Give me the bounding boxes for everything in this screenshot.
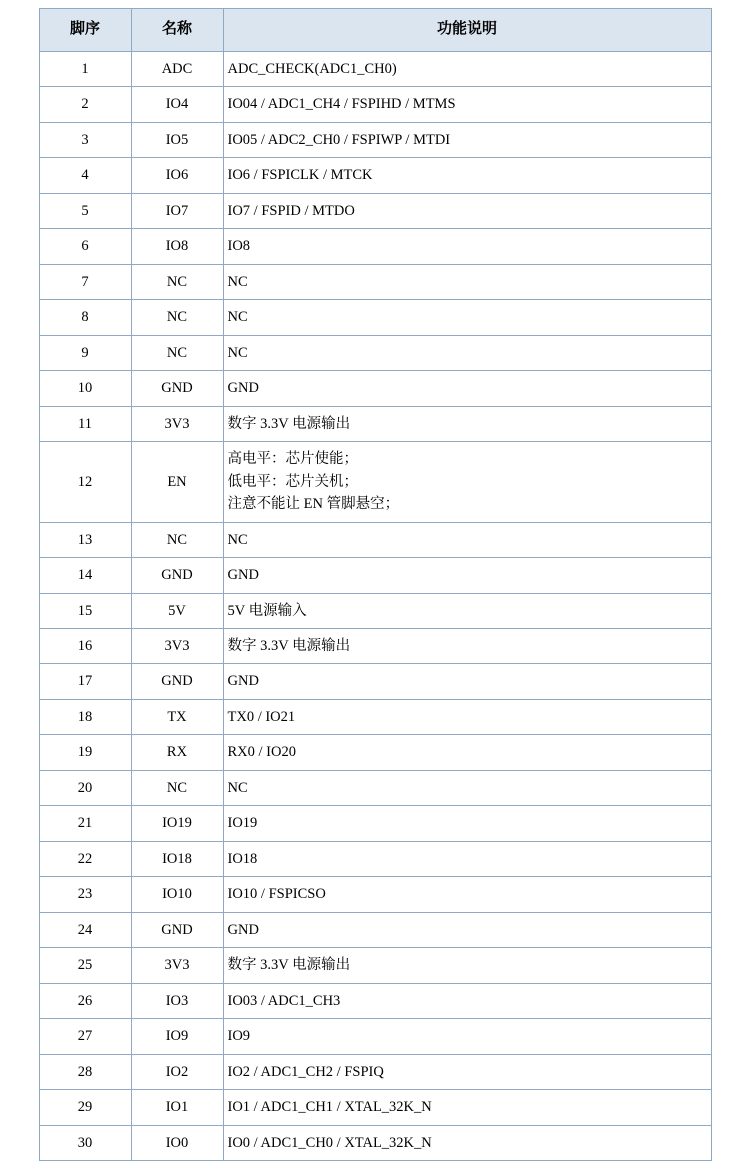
description-line: 高电平：芯片使能； — [227, 451, 358, 468]
cell-pin-name: GND — [131, 558, 223, 593]
description-line: NC — [227, 273, 248, 290]
cell-function-description — [223, 770, 711, 805]
cell-pin-order: 9 — [39, 335, 131, 370]
description-line: 5V 电源输入 — [227, 602, 307, 619]
column-header-name: 名称 — [131, 9, 223, 52]
description-line: NC — [227, 344, 248, 361]
cell-function-description — [223, 229, 711, 264]
cell-pin-order: 26 — [39, 983, 131, 1018]
description-line: IO9 — [227, 1028, 251, 1045]
description-line: IO1 / ADC1_CH1 / XTAL_32K_N — [227, 1099, 432, 1116]
cell-function-description — [223, 158, 711, 193]
cell-pin-name: NC — [131, 300, 223, 335]
description-line: IO10 / FSPICSO — [227, 886, 326, 903]
cell-pin-name: IO0 — [131, 1125, 223, 1160]
table-row — [39, 1054, 711, 1089]
table-header-row — [39, 9, 711, 52]
cell-function-description — [223, 264, 711, 299]
cell-pin-order: 6 — [39, 229, 131, 264]
cell-function-description — [223, 735, 711, 770]
cell-pin-order: 29 — [39, 1090, 131, 1125]
description-line: NC — [227, 779, 248, 796]
cell-function-description — [223, 983, 711, 1018]
description-line: IO6 / FSPICLK / MTCK — [227, 167, 373, 184]
description-line: IO2 / ADC1_CH2 / FSPIQ — [227, 1063, 384, 1080]
cell-function-description — [223, 193, 711, 228]
cell-pin-name: RX — [131, 735, 223, 770]
description-line: IO0 / ADC1_CH0 / XTAL_32K_N — [227, 1134, 432, 1151]
cell-pin-name: IO3 — [131, 983, 223, 1018]
cell-function-description — [223, 1019, 711, 1054]
table-row — [39, 193, 711, 228]
cell-pin-name: IO4 — [131, 87, 223, 122]
table-row — [39, 699, 711, 734]
table-row — [39, 264, 711, 299]
description-line: NC — [227, 309, 248, 326]
cell-pin-order: 7 — [39, 264, 131, 299]
description-line: IO18 — [227, 850, 258, 867]
cell-pin-order: 23 — [39, 877, 131, 912]
table-row — [39, 664, 711, 699]
cell-function-description — [223, 371, 711, 406]
cell-pin-name: 3V3 — [131, 406, 223, 441]
cell-pin-order: 20 — [39, 770, 131, 805]
cell-pin-order: 24 — [39, 912, 131, 947]
cell-pin-name: 3V3 — [131, 948, 223, 983]
description-line: GND — [227, 567, 259, 584]
cell-function-description — [223, 442, 711, 522]
table-row — [39, 593, 711, 628]
column-header-function: 功能说明 — [223, 9, 711, 52]
cell-pin-order: 4 — [39, 158, 131, 193]
cell-pin-name: 5V — [131, 593, 223, 628]
cell-pin-name: IO9 — [131, 1019, 223, 1054]
description-line: GND — [227, 673, 259, 690]
cell-function-description — [223, 1054, 711, 1089]
cell-pin-order: 13 — [39, 522, 131, 557]
table-row — [39, 406, 711, 441]
cell-function-description — [223, 522, 711, 557]
cell-pin-name: NC — [131, 264, 223, 299]
cell-function-description — [223, 699, 711, 734]
table-row — [39, 1125, 711, 1160]
table-row — [39, 912, 711, 947]
cell-pin-name: IO10 — [131, 877, 223, 912]
cell-function-description — [223, 593, 711, 628]
cell-function-description — [223, 335, 711, 370]
table-row — [39, 558, 711, 593]
cell-pin-name: NC — [131, 770, 223, 805]
table-row — [39, 522, 711, 557]
cell-pin-order: 30 — [39, 1125, 131, 1160]
description-line: GND — [227, 380, 259, 397]
table-row — [39, 158, 711, 193]
cell-pin-order: 21 — [39, 806, 131, 841]
cell-pin-name: IO18 — [131, 841, 223, 876]
description-line: IO8 — [227, 238, 251, 255]
cell-pin-name: IO8 — [131, 229, 223, 264]
table-row — [39, 877, 711, 912]
table-row — [39, 628, 711, 663]
cell-pin-order: 18 — [39, 699, 131, 734]
cell-pin-name: ADC — [131, 52, 223, 87]
cell-pin-order: 14 — [39, 558, 131, 593]
table-row — [39, 948, 711, 983]
cell-function-description — [223, 122, 711, 157]
table-row — [39, 806, 711, 841]
description-line: IO04 / ADC1_CH4 / FSPIHD / MTMS — [227, 96, 456, 113]
table-row — [39, 442, 711, 522]
cell-pin-name: GND — [131, 664, 223, 699]
cell-pin-order: 5 — [39, 193, 131, 228]
description-line: ADC_CHECK(ADC1_CH0) — [227, 61, 397, 77]
cell-pin-order: 10 — [39, 371, 131, 406]
cell-function-description — [223, 912, 711, 947]
cell-function-description — [223, 948, 711, 983]
cell-function-description — [223, 664, 711, 699]
description-line: 数字 3.3V 电源输出 — [227, 637, 351, 654]
cell-function-description — [223, 1090, 711, 1125]
table-row — [39, 300, 711, 335]
cell-function-description — [223, 628, 711, 663]
cell-pin-order: 22 — [39, 841, 131, 876]
description-line: NC — [227, 531, 248, 548]
cell-pin-order: 16 — [39, 628, 131, 663]
cell-function-description — [223, 1125, 711, 1160]
cell-function-description — [223, 806, 711, 841]
cell-function-description — [223, 52, 711, 87]
table-row — [39, 371, 711, 406]
cell-pin-order: 25 — [39, 948, 131, 983]
table-row — [39, 52, 711, 87]
table-row — [39, 335, 711, 370]
table-row — [39, 1019, 711, 1054]
cell-pin-name: IO5 — [131, 122, 223, 157]
cell-pin-name: IO19 — [131, 806, 223, 841]
table-row — [39, 122, 711, 157]
table-row — [39, 841, 711, 876]
cell-pin-order: 3 — [39, 122, 131, 157]
cell-pin-order: 28 — [39, 1054, 131, 1089]
cell-pin-order: 2 — [39, 87, 131, 122]
cell-function-description — [223, 558, 711, 593]
cell-pin-name: NC — [131, 335, 223, 370]
description-line: 低电平：芯片关机； — [227, 473, 358, 490]
cell-pin-name: GND — [131, 912, 223, 947]
description-line: IO19 — [227, 815, 258, 832]
description-line: GND — [227, 921, 259, 938]
cell-function-description — [223, 841, 711, 876]
cell-pin-order: 27 — [39, 1019, 131, 1054]
cell-function-description — [223, 877, 711, 912]
cell-pin-name: IO1 — [131, 1090, 223, 1125]
pin-definition-table — [39, 8, 712, 1161]
description-line: TX0 / IO21 — [227, 708, 296, 725]
cell-pin-name: IO7 — [131, 193, 223, 228]
description-line: 数字 3.3V 电源输出 — [227, 415, 351, 432]
cell-pin-name: NC — [131, 522, 223, 557]
table-row — [39, 1090, 711, 1125]
column-header-pin-order: 脚序 — [39, 9, 131, 52]
description-line: IO05 / ADC2_CH0 / FSPIWP / MTDI — [227, 131, 451, 148]
cell-pin-name: 3V3 — [131, 628, 223, 663]
cell-pin-order: 8 — [39, 300, 131, 335]
cell-pin-name: IO6 — [131, 158, 223, 193]
description-line: 注意不能让 EN 管脚悬空； — [227, 496, 400, 513]
cell-pin-order: 11 — [39, 406, 131, 441]
cell-function-description — [223, 300, 711, 335]
cell-function-description — [223, 406, 711, 441]
cell-pin-name: TX — [131, 699, 223, 734]
description-line: IO03 / ADC1_CH3 — [227, 992, 341, 1009]
table-row — [39, 229, 711, 264]
table-header — [39, 9, 711, 52]
cell-pin-name: IO2 — [131, 1054, 223, 1089]
cell-pin-order: 1 — [39, 52, 131, 87]
table-row — [39, 770, 711, 805]
cell-function-description — [223, 87, 711, 122]
cell-pin-order: 19 — [39, 735, 131, 770]
description-line: RX0 / IO20 — [227, 744, 296, 761]
table-row — [39, 983, 711, 1018]
table-row — [39, 735, 711, 770]
description-line: IO7 / FSPID / MTDO — [227, 202, 355, 219]
cell-pin-order: 17 — [39, 664, 131, 699]
cell-pin-order: 15 — [39, 593, 131, 628]
cell-pin-name: GND — [131, 371, 223, 406]
table-row — [39, 87, 711, 122]
description-line: 数字 3.3V 电源输出 — [227, 957, 351, 974]
cell-pin-order: 12 — [39, 442, 131, 522]
table-body — [39, 52, 711, 1161]
cell-pin-name: EN — [131, 442, 223, 522]
